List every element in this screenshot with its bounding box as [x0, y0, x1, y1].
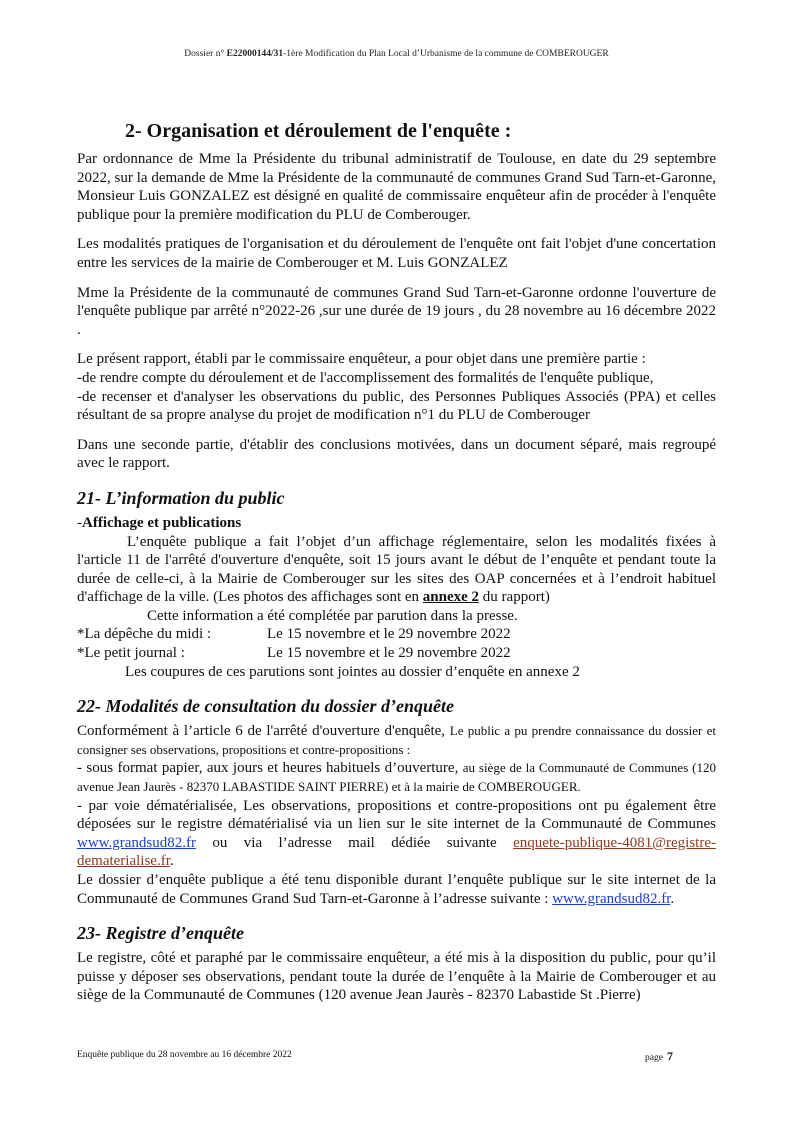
section-2-paragraph-2: Les modalités pratiques de l'organisation et du déroulement de l'enquête ont fait l'objet d'une concertation entre les services de la mairie de Comberouger et M. Luis GONZALEZ — [77, 236, 716, 271]
website-link[interactable]: www.grandsud82.fr — [77, 834, 197, 851]
header-suffix: -1ère Modification du Plan Local d’Urbanisme de la commune de COMBEROUGER — [283, 49, 609, 59]
section-21-paragraph-2: Cette information a été complétée par parution dans la presse. — [147, 607, 518, 624]
section-22-paragraph-1: Conformément à l’article 6 de l'arrêté d'ouverture d'enquête, Le public a pu prendre connaissance du dossier et consigner ses observations, propositions et contre-propositions : — [77, 723, 716, 757]
dossier-number: E22000144/31 — [226, 49, 284, 59]
press-name: *La dépêche du midi : — [77, 626, 212, 643]
running-footer: Enquête publique du 28 novembre au 16 décembre 2022 — [77, 1050, 292, 1060]
header-prefix: Dossier n° — [184, 49, 227, 59]
page-body — [77, 118, 716, 1005]
section-2-paragraph-4-line-3: -de recenser et d'analyser les observations du public, des Personnes Publiques Associés (PPA) et celles résultant de sa propre analyse du projet de modification n°1 du PLU de Comberouger — [77, 388, 716, 424]
section-2-paragraph-4-line-2: -de rendre compte du déroulement et de l'accomplissement des formalités de l'enquête publique, — [77, 369, 654, 386]
section-23-title: 23- Registre d’enquête — [77, 923, 244, 944]
page-number: page 7 — [645, 1049, 673, 1063]
section-2-title: 2- Organisation et déroulement de l'enquête : — [125, 120, 512, 142]
website-link[interactable]: www.grandsud82.fr — [552, 890, 671, 907]
section-21-subtitle: -Affichage et publications — [77, 514, 242, 531]
running-header — [0, 49, 793, 59]
section-21-paragraph-3: Les coupures de ces parutions sont jointes au dossier d’enquête en annexe 2 — [125, 663, 580, 680]
section-22-paragraph-3: - par voie dématérialisée, Les observations, propositions et contre-propositions ont pu également être déposées sur le registre dématérialisé via un lien sur le site internet de la Communauté de Communes www.grandsud82.fr ou via l’adresse mail dédiée suivante enquete-publique-4081@registre-dematerialise.fr. — [77, 797, 716, 870]
section-2-paragraph-1: Par ordonnance de Mme la Présidente du tribunal administratif de Toulouse, en date du 29 septembre 2022, sur la demande de Mme la Présidente de la communauté de communes Grand Sud Tarn-et-Garonne, Monsieur Luis GONZALEZ est désigné en qualité de commissaire enquêteur afin de procéder à l'enquête publique pour la première modification du PLU de Comberouger. — [77, 151, 716, 223]
section-21-paragraph-1: L’enquête publique a fait l’objet d’un affichage réglementaire, selon les modalités fixées à l'article 11 de l'arrêté d'ouverture d'enquête, soit 15 jours avant le début de l’enquête et pendant toute la durée de celle-ci, à la Mairie de Comberouger sur les sites des OAP concernées et à l’endroit habituel d'affichage de la ville. (Les photos des affichages sont en annexe 2 du rapport) — [77, 533, 716, 606]
press-dates: Le 15 novembre et le 29 novembre 2022 — [267, 645, 511, 662]
section-2-paragraph-5: Dans une seconde partie, d'établir des conclusions motivées, dans un document séparé, mais regroupé avec le rapport. — [77, 436, 716, 472]
email-link[interactable]: enquete-publique-4081@registre-dematerialise.fr — [77, 834, 716, 870]
press-item — [77, 644, 716, 663]
section-2-paragraph-4-line-1: Le présent rapport, établi par le commissaire enquêteur, a pour objet dans une première partie : — [77, 351, 646, 368]
section-21-title: 21- L’information du public — [77, 487, 285, 508]
annexe-reference: annexe 2 — [422, 589, 480, 606]
section-22-title: 22- Modalités de consultation du dossier d’enquête — [77, 696, 455, 717]
press-item — [77, 625, 716, 644]
section-22-paragraph-2: - sous format papier, aux jours et heures habituels d’ouverture, au siège de la Communauté de Communes (120 avenue Jean Jaurès - 82370 LABASTIDE SAINT PIERRE) et à la mairie de COMBEROUGER. — [77, 760, 716, 795]
section-2-paragraph-3: Mme la Présidente de la communauté de communes Grand Sud Tarn-et-Garonne ordonne l'ouverture de l'enquête publique par arrêté n°2022-26 ,sur une durée de 19 jours , du 28 novembre au 16 décembre 2022 . — [77, 284, 716, 338]
section-23-paragraph-1: Le registre, côté et paraphé par le commissaire enquêteur, a été mis à la disposition du public, pour qu’il puisse y déposer ses observations, pendant toute la durée de l’enquête à la Mairie de Comberouger et au siège de la Communauté de Communes (120 avenue Jean Jaurès - 82370 Labastide St .Pierre) — [77, 950, 716, 1004]
press-name: *Le petit journal : — [77, 645, 185, 662]
press-dates: Le 15 novembre et le 29 novembre 2022 — [267, 626, 511, 643]
section-22-paragraph-4: Le dossier d’enquête publique a été tenu disponible durant l’enquête publique sur le site internet de la Communauté de Communes Grand Sud Tarn-et-Garonne à l’adresse suivante : www.grandsud82.fr. — [77, 872, 716, 907]
